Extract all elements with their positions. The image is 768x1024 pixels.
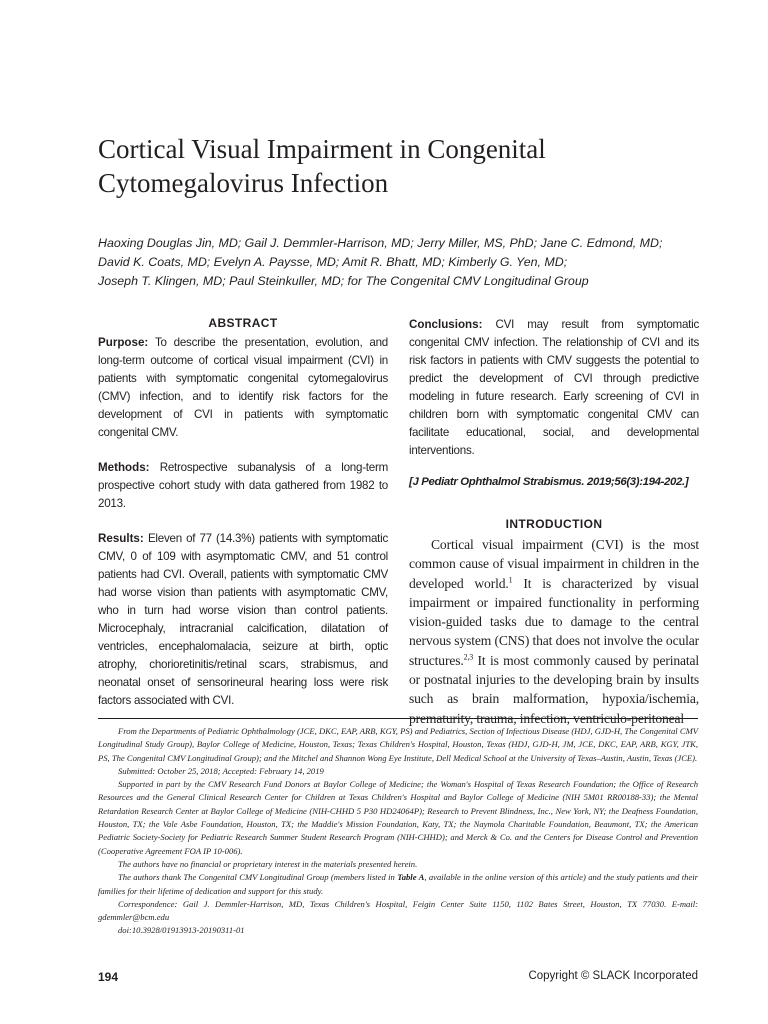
footnote-divider [98, 718, 698, 719]
abstract-conclusions [409, 316, 699, 460]
footnote-disclosure: The authors have no financial or proprietary interest in the materials presented herein. [118, 858, 418, 869]
methods-label: Methods: [98, 461, 150, 474]
copyright-notice: Copyright © SLACK Incorporated [528, 970, 698, 982]
abstract-methods [98, 459, 388, 513]
author-list [98, 234, 698, 291]
abstract-column [98, 316, 388, 710]
intro-text-c: It is most commonly caused by perinatal or postnatal injuries to the developing brain by insults such as brain malformation, hypoxia/ischemia, prematurity, trauma, infection, ventriculo-peritoneal [409, 652, 699, 726]
article-title [98, 132, 698, 200]
table-a-ref: Table A [397, 872, 425, 883]
citation-ref-1: 1 [508, 575, 513, 585]
intro-text-b: It is characterized by visual impairment or impaired functionality in performing vision-guided tasks due to damage to the central nervous system (CNS) that does not involve the ocular structures. [409, 575, 699, 668]
authors-line-1: Haoxing Douglas Jin, MD; Gail J. Demmler-Harrison, MD; Jerry Miller, MS, PhD; Jane C. Edmond, MD; [98, 236, 663, 250]
introduction-heading: INTRODUCTION [505, 517, 603, 531]
thanks-text-a: The authors thank The Congenital CMV Longitudinal Group (members listed in [118, 872, 398, 883]
abstract-results [98, 530, 388, 710]
purpose-label: Purpose: [98, 336, 149, 349]
footnote-affiliations: From the Departments of Pediatric Ophthalmology (JCE, DKC, EAP, ARB, KGY, PS) and Pediatrics, Section of Infectious Disease (HDJ, GJD-H, The Congenital CMV Longitudinal Study Group), Baylor College of Medicine, Houston, Texas; Texas Children's Hospital, Houston, Texas (HDJ, GJD-H, JM, JCE, DKC, EAP, ARB, KGY, JTK, PS, The Congenital CMV Longitudinal Group); and the Mitchel and Shannon Wong Eye Institute, Dell Medical School at the University of Texas–Austin, Austin, Texas (JCE). [98, 726, 698, 763]
conclusions-label: Conclusions: [409, 318, 483, 331]
introduction-text [409, 535, 699, 728]
authors-line-3: Joseph T. Klingen, MD; Paul Steinkuller, MD; for The Congenital CMV Longitudinal Group [98, 274, 589, 288]
footnote-correspondence: Correspondence: Gail J. Demmler-Harrison, MD, Texas Children's Hospital, Feigin Center Suite 1150, 1102 Bates Street, Houston, TX 77030. E-mail: gdemmler@bcm.edu [98, 898, 698, 923]
abstract-purpose [98, 334, 388, 442]
journal-citation: [J Pediatr Ophthalmol Strabismus. 2019;56(3):194-202.] [409, 476, 689, 488]
methods-text: Retrospective subanalysis of a long-term prospective cohort study with data gathered from 1982 to 2013. [98, 461, 388, 510]
results-label: Results: [98, 532, 144, 545]
abstract-heading: ABSTRACT [208, 316, 278, 330]
thanks-text-b: , available in the online version of this article) and the study patients and their families for their lifetime of dedication and support for this study. [98, 872, 699, 896]
conclusions-text: CVI may result from symptomatic congenital CMV infection. The relationship of CVI and its risk factors in patients with CMV suggests the potential to predict the development of CVI through predictive modeling in future research. Early screening of CVI in children born with symptomatic congenital CMV can facilitate educational, social, and developmental interventions. [409, 318, 699, 457]
authors-line-2: David K. Coats, MD; Evelyn A. Paysse, MD; Amit R. Bhatt, MD; Kimberly G. Yen, MD; [98, 255, 568, 269]
title-line-2: Cytomegalovirus Infection [98, 168, 389, 198]
right-column [409, 316, 699, 728]
citation-ref-2: 2,3 [463, 652, 474, 662]
footnote-thanks [98, 871, 698, 898]
purpose-text: To describe the presentation, evolution, and long-term outcome of cortical visual impairment (CVI) in patients with symptomatic congenital cytomegalovirus (CMV) infection, and to identify risk factors for the development of CVI in patients with symptomatic congenital CMV. [98, 336, 388, 439]
results-text: Eleven of 77 (14.3%) patients with symptomatic CMV, 0 of 109 with asymptomatic CMV, and 51 control patients had CVI. Overall, patients with symptomatic CMV had worse vision than patients with asymptomatic CMV, who in turn had worse vision than control patients. Microcephaly, intracranial calcification, dilatation of ventricles, encephalomalacia, seizure at birth, optic atrophy, chorioretinitis/retinal scars, strabismus, and neonatal onset of sensorineural hearing loss were risk factors associated with CVI. [98, 532, 388, 707]
footnotes [98, 725, 698, 938]
footnote-doi: doi:10.3928/01913913-20190311-01 [118, 925, 245, 936]
intro-text-a: Cortical visual impairment (CVI) is the most common cause of visual impairment in children in the developed world. [409, 537, 699, 591]
title-line-1: Cortical Visual Impairment in Congenital [98, 134, 546, 164]
page-number: 194 [98, 970, 119, 984]
footnote-submitted: Submitted: October 25, 2018; Accepted: February 14, 2019 [118, 765, 324, 776]
footnote-support: Supported in part by the CMV Research Fund Donors at Baylor College of Medicine; the Woman's Hospital of Texas Research Foundation; the Office of Research Resources and the General Clinical Research Center for Children at Texas Children's Hospital and Baylor College of Medicine (NIH 5M01 RR00188-33); the Mental Retardation Research Center at Baylor College of Medicine (NIH-CHHD 5 P30 HD24064P); Research to Prevent Blindness, Inc., New York, NY; the Deafness Foundation, Houston, TX; the Vale Asbe Foundation, Houston, TX; the Maddie's Mission Foundation, Katy, TX; the Naymola Charitable Foundation, Beaumont, TX; the American Pediatric Society-Society for Pediatric Research Summer Student Research Program (NIH-CHHD); and Merck & Co. and the Centers for Disease Control and Prevention (Cooperative Agreement FOA IP 10-006). [98, 779, 698, 856]
